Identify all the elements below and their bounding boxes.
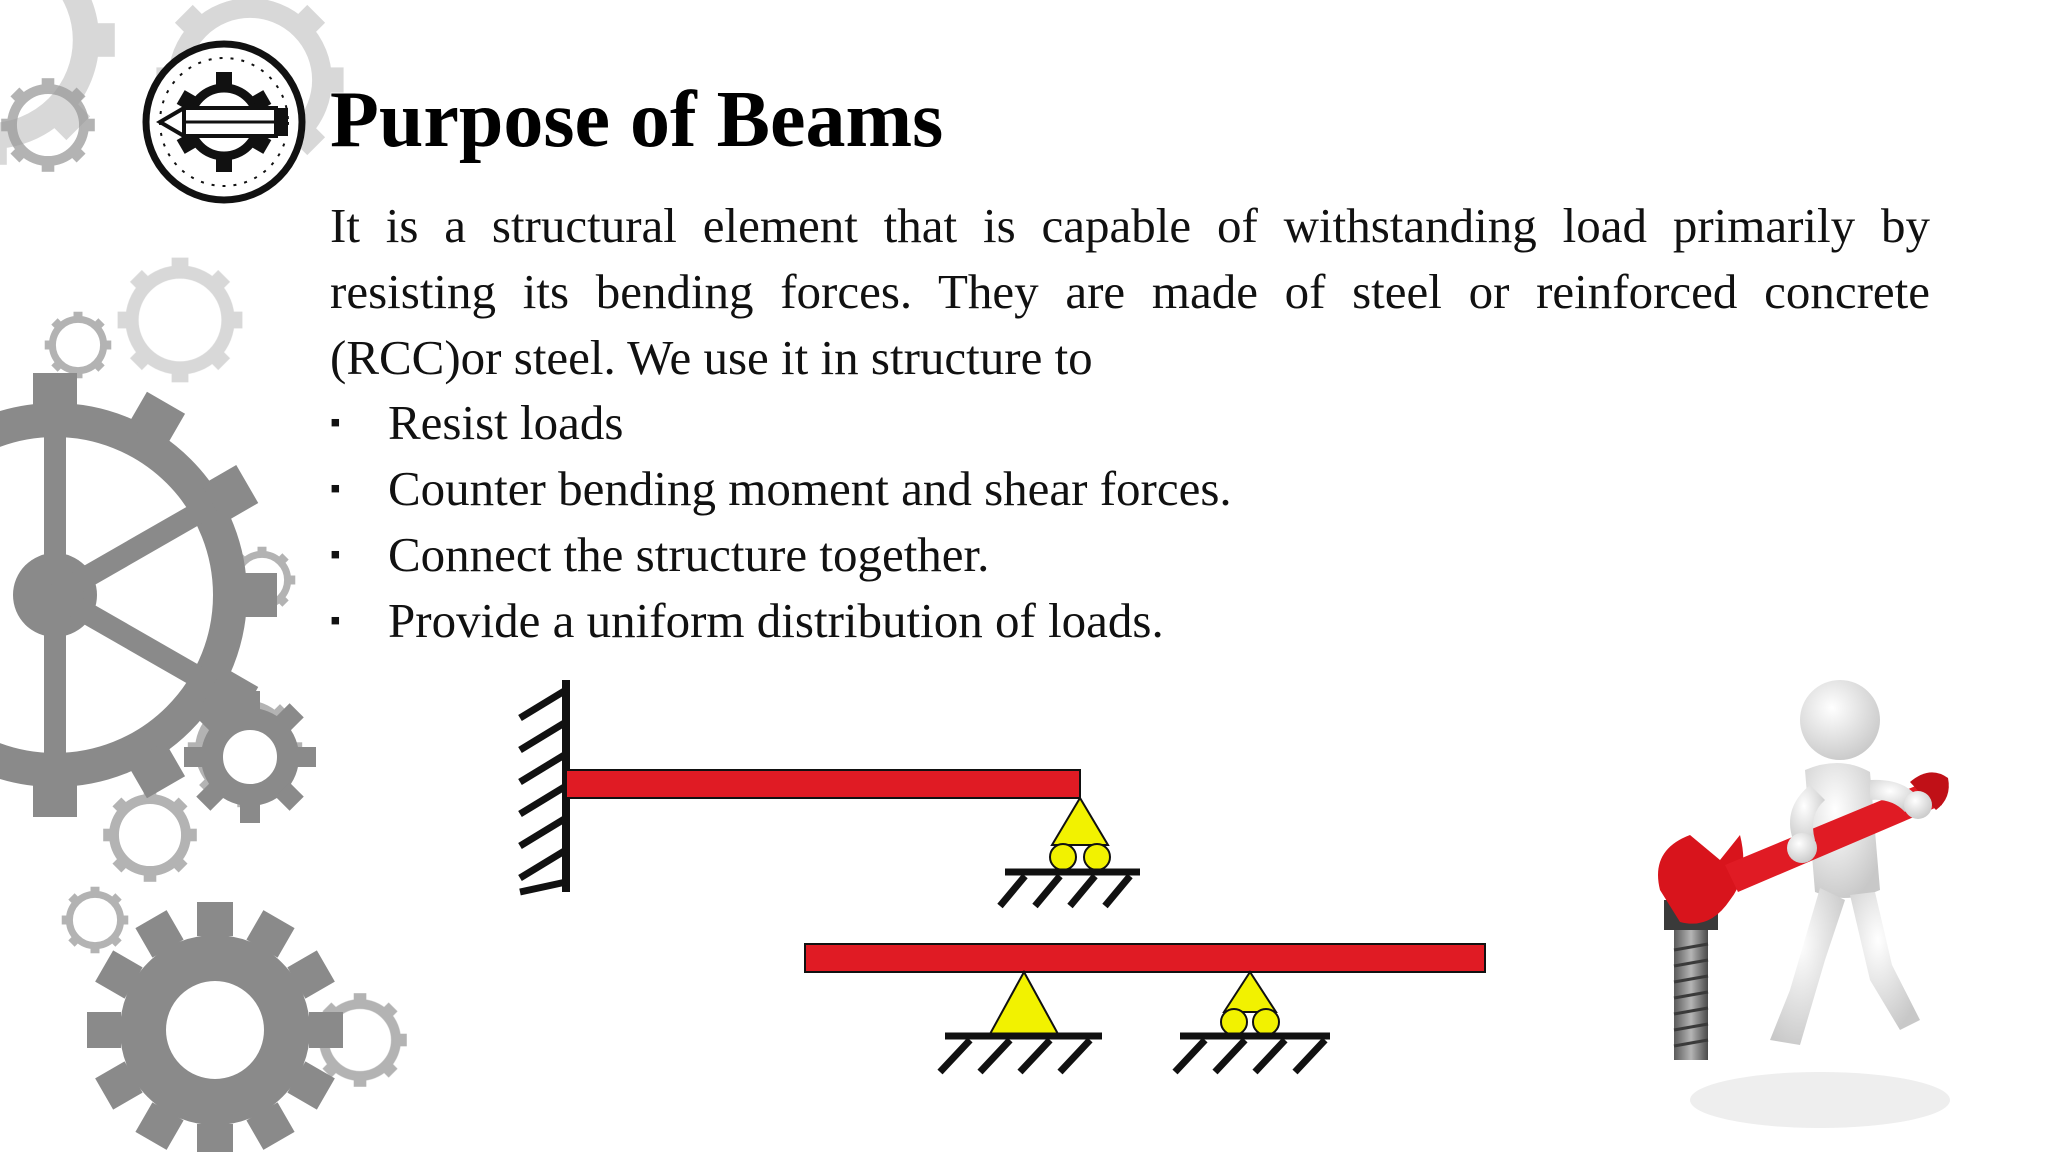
bullet-icon: ▪	[330, 604, 341, 637]
beam-diagram	[480, 660, 1520, 1100]
list-item-text: Connect the structure together.	[388, 527, 990, 582]
intro-paragraph: It is a structural element that is capable of withstanding load primarily by resisting its bending forces. They are made of steel or reinforced concrete (RCC)or steel. We use it in structure to	[330, 198, 1930, 385]
list-item-text: Counter bending moment and shear forces.	[388, 461, 1232, 516]
list-item-text: Provide a uniform distribution of loads.	[388, 593, 1164, 648]
propped-beam	[566, 770, 1080, 798]
fixed-support-icon	[520, 680, 566, 892]
list-item-text: Resist loads	[388, 395, 624, 450]
gear-pencil-icon	[140, 38, 308, 206]
roller-support-icon	[1175, 972, 1330, 1072]
bullet-icon: ▪	[330, 406, 341, 439]
person-with-wrench-icon	[1630, 660, 1960, 1140]
bullet-icon: ▪	[330, 538, 341, 571]
pin-support-icon	[940, 972, 1102, 1072]
simply-supported-beam	[805, 944, 1485, 972]
slide-title: Purpose of Beams	[330, 76, 944, 164]
bullet-icon: ▪	[330, 472, 341, 505]
roller-support-icon	[1000, 798, 1140, 906]
